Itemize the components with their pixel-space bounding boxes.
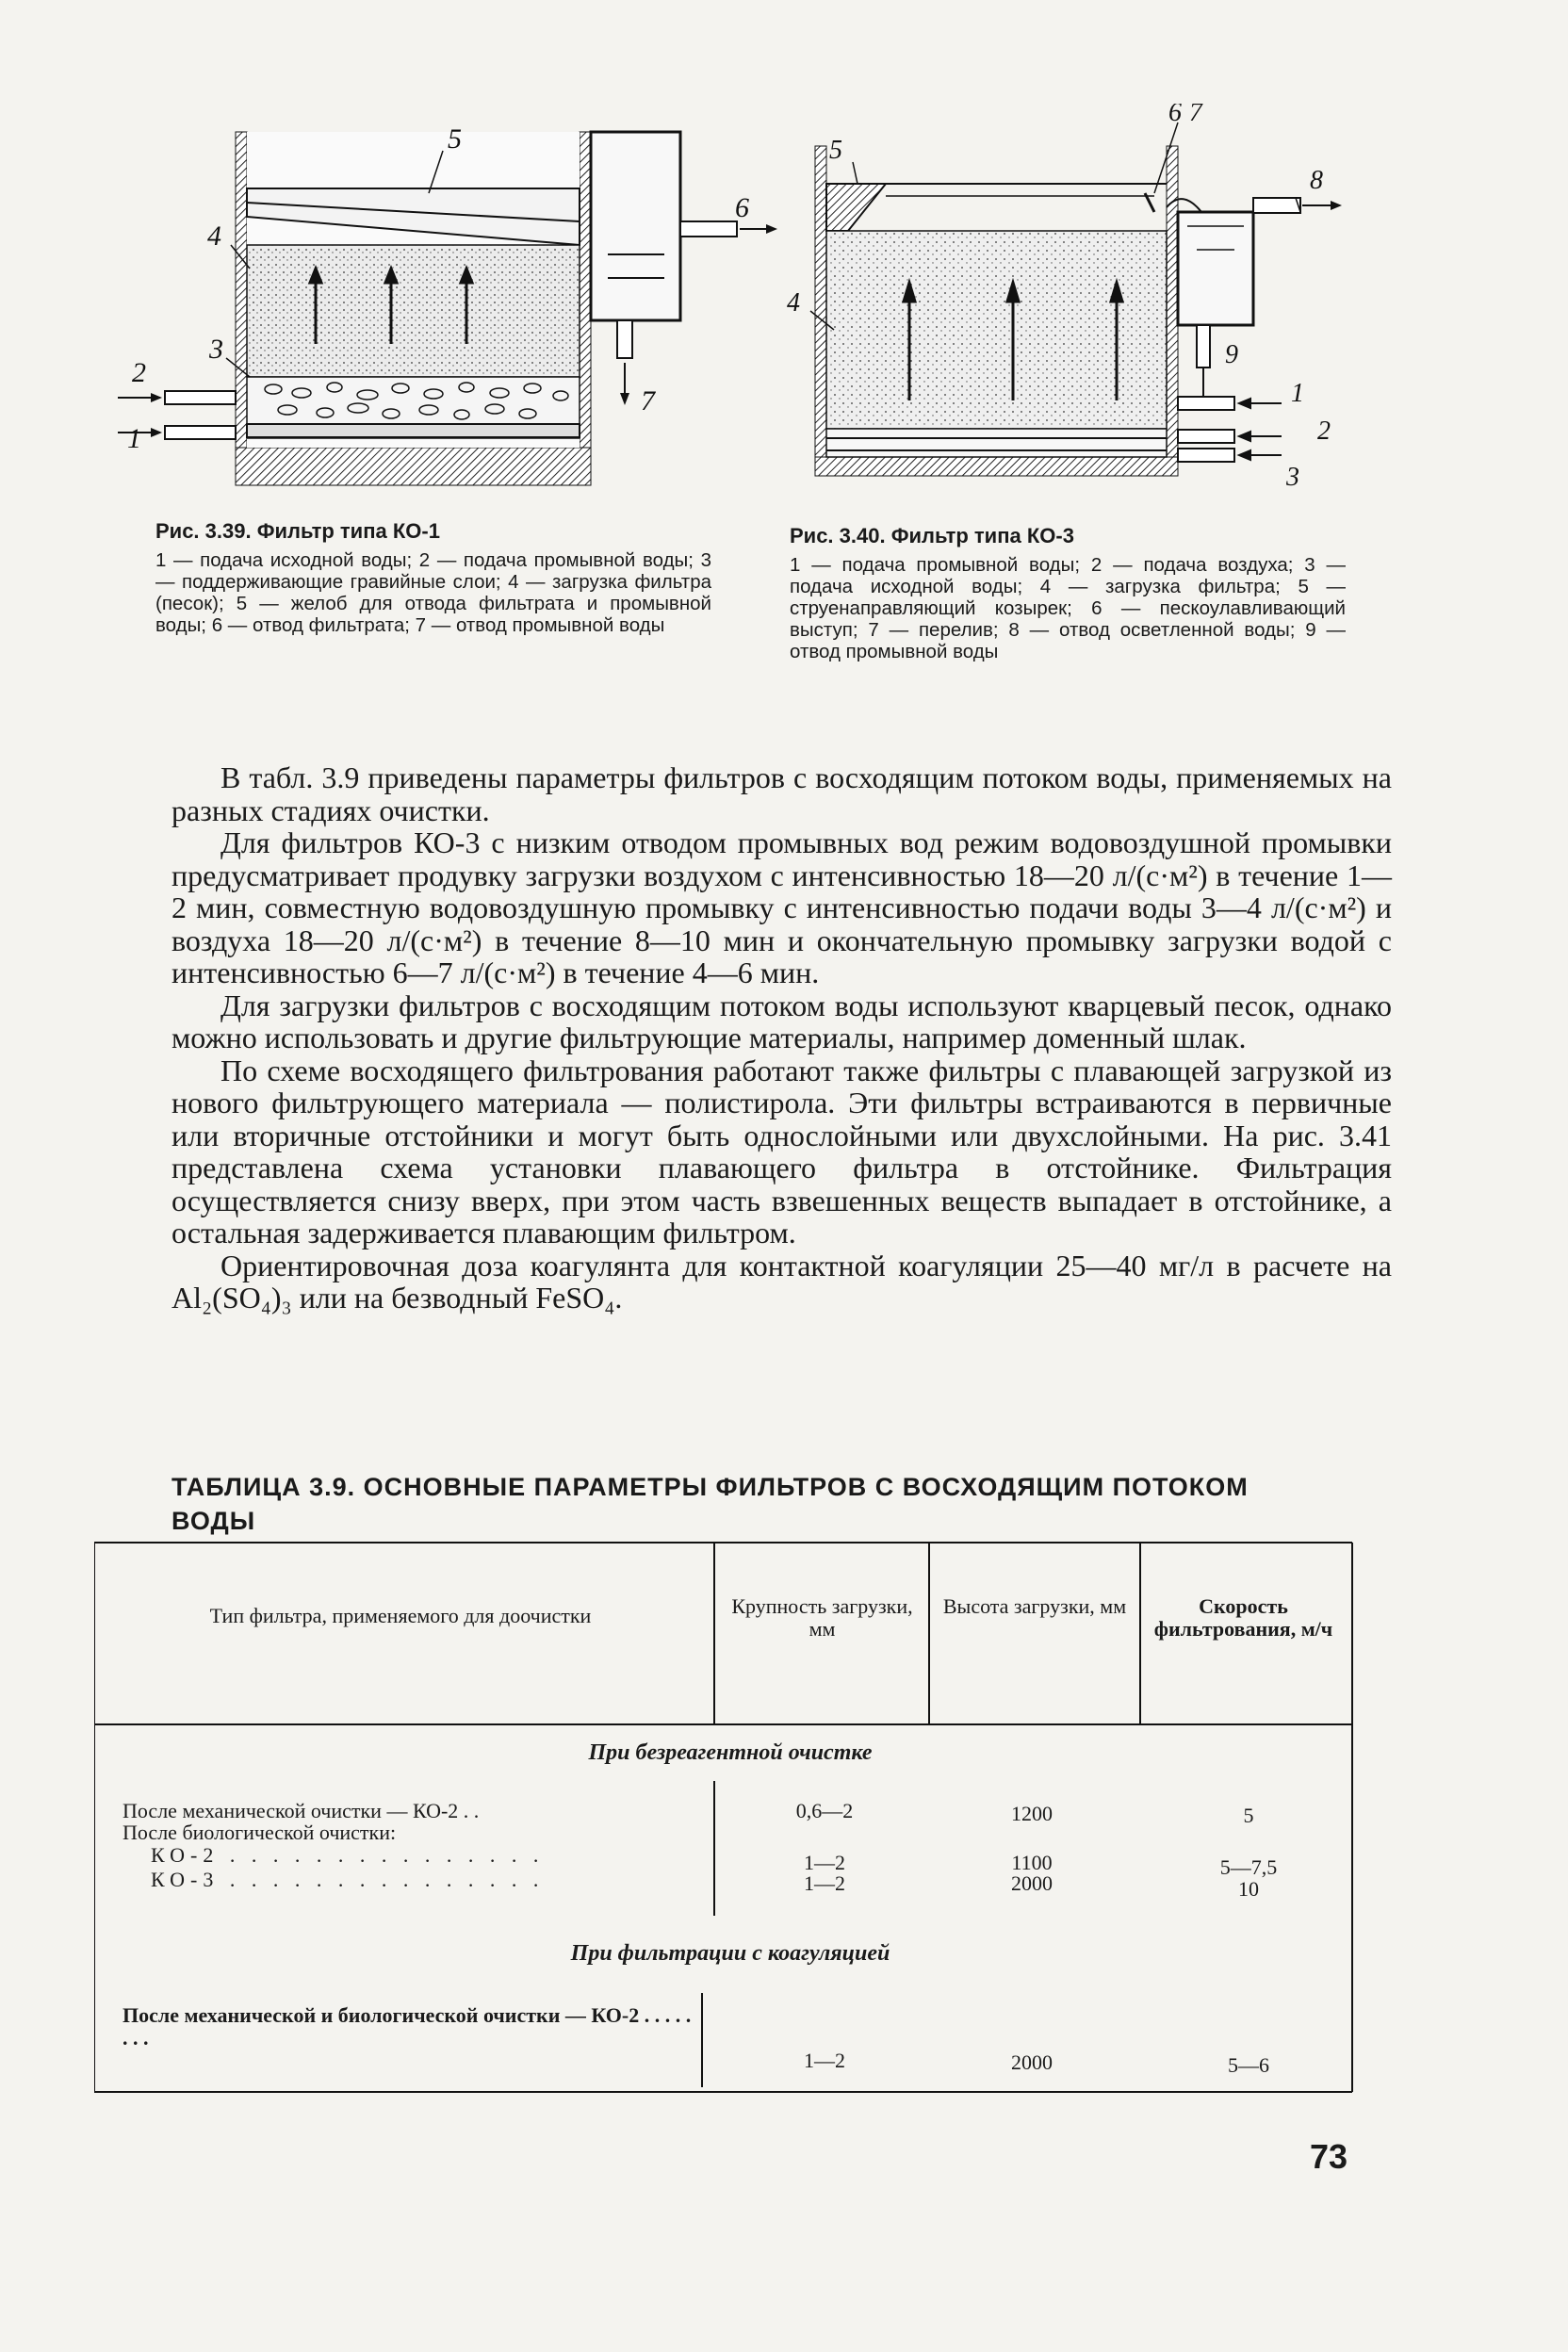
header-grain-size: Крупность загрузки, мм [731, 1594, 913, 1641]
svg-text:5: 5 [829, 136, 842, 165]
row-speed: 5—6 [1228, 2053, 1269, 2077]
row-type: После механической очистки — КО-2 . . [122, 1799, 480, 1822]
svg-text:1: 1 [1291, 379, 1304, 408]
row-type: КО-3 . . . . . . . . . . . . . . . [151, 1868, 545, 1891]
header-filter-type: Тип фильтра, применяемого для доочистки [209, 1604, 592, 1627]
section-reagent-free: При безреагентной очистке [588, 1740, 873, 1765]
figure-3-39-caption [155, 520, 711, 636]
row-type: После биологической очистки: [122, 1821, 397, 1844]
header-filtration-rate: Скорость фильтрования, м/ч [1153, 1594, 1333, 1641]
row-size: 0,6—2 [795, 1799, 854, 1822]
table-title: ТАБЛИЦА 3.9. ОСНОВНЫЕ ПАРАМЕТРЫ ФИЛЬТРОВ С ВОСХОДЯЩИМ ПОТОКОМ ВОДЫ [172, 1473, 1249, 1535]
svg-text:4: 4 [207, 220, 221, 252]
svg-text:5: 5 [448, 123, 462, 155]
svg-text:7: 7 [641, 385, 655, 416]
row-speed: 5—7,5 [1219, 1855, 1278, 1879]
row-size: 1—2 [804, 2049, 845, 2072]
svg-text:8: 8 [1310, 166, 1323, 195]
row-type: КО-2 . . . . . . . . . . . . . . . [151, 1843, 545, 1867]
caption-title: Рис. 3.39. Фильтр типа КО-1 [155, 519, 440, 543]
svg-text:3: 3 [209, 334, 223, 365]
page-number: 73 [1310, 2137, 1348, 2176]
svg-text:1: 1 [127, 423, 141, 454]
caption-legend: 1 — подача исходной воды; 2 — подача промывной воды; 3 — поддерживающие гравийные слои; 4 — загрузка фильтра (песок); 5 — желоб для отвода фильтрата и промывной воды; 6 — отвод фильтрата; 7 — отвод промывной воды [155, 549, 711, 636]
row-size: 1—2 [804, 1851, 845, 1874]
paragraph: Ориентировочная доза коагулянта для контактной коагуляции 25—40 мг/л в расчете на Al₂(SO₄)₃ или на безводный FeSO₄. [172, 1248, 1392, 1315]
paragraph: В табл. 3.9 приведены параметры фильтров с восходящим потоком воды, применяемых на разных стадиях очистки. [172, 760, 1392, 827]
svg-text:9: 9 [1225, 340, 1238, 369]
section-coagulation: При фильтрации с коагуляцией [570, 1941, 890, 1966]
header-bed-height: Высота загрузки, мм [942, 1594, 1127, 1618]
body-text [172, 761, 1392, 1315]
figure-ko3-diagram [782, 104, 1385, 509]
svg-text:4: 4 [787, 288, 800, 318]
row-size: 1—2 [804, 1871, 845, 1895]
svg-text:6: 6 [735, 192, 749, 223]
paragraph: Для фильтров КО-3 с низким отводом промывных вод режим водовоздушной промывки предусматривает продувку загрузки воздухом с интенсивностью 18—20 л/(с·м²) в течение 1—2 мин, совместную водовоздушную промывку с интенсивностью подачи воды 3—4 л/(с·м²) и воздуха 18—20 л/(с·м²) в течение 8—10 мин и окончательную промывку загрузки водой с интенсивностью 6—7 л/(с·м²) в течение 4—6 мин. [172, 825, 1392, 989]
caption-legend: 1 — подача промывной воды; 2 — подача воздуха; 3 — подача исходной воды; 4 — загрузка фильтра; 5 — струенаправляющий козырек; 6 — пескоулавливающий выступ; 7 — перелив; 8 — отвод осветленной воды; 9 — отвод промывной воды [790, 554, 1346, 662]
svg-text:6: 6 [1168, 104, 1182, 127]
figure-3-40-caption [790, 525, 1346, 662]
svg-text:2: 2 [1317, 416, 1331, 446]
row-type: После механической и биологической очистки — КО-2 . . . . . . . . [122, 2003, 692, 2050]
row-speed: 10 [1238, 1877, 1259, 1901]
svg-text:7: 7 [1189, 104, 1202, 127]
parameters-table [94, 1541, 1357, 2097]
svg-text:2: 2 [132, 357, 146, 388]
paragraph: По схеме восходящего фильтрования работают также фильтры с плавающей загрузкой из нового фильтрующего материала — полистирола. Эти фильтры встраиваются в первичные или вторичные отстойники и могут быть однослойными или двухслойными. На рис. 3.41 представлена схема установки плавающего фильтра в отстойнике. Фильтрация осуществляется снизу вверх, при этом часть взвешенных веществ выпадает в отстойнике, а остальная задерживается плавающим фильтром. [172, 1053, 1392, 1250]
row-height: 2000 [1011, 1871, 1053, 1895]
paragraph: Для загрузки фильтров с восходящим потоком воды используют кварцевый песок, однако можно использовать и другие фильтрующие материалы, например доменный шлак. [172, 988, 1392, 1054]
svg-text:3: 3 [1286, 463, 1299, 492]
row-height: 1200 [1011, 1802, 1053, 1825]
figure-ko1-diagram [108, 90, 787, 495]
row-speed: 5 [1243, 1804, 1254, 1827]
caption-title: Рис. 3.40. Фильтр типа КО-3 [790, 524, 1074, 547]
row-height: 1100 [1011, 1851, 1053, 1874]
row-height: 2000 [1011, 2050, 1053, 2074]
